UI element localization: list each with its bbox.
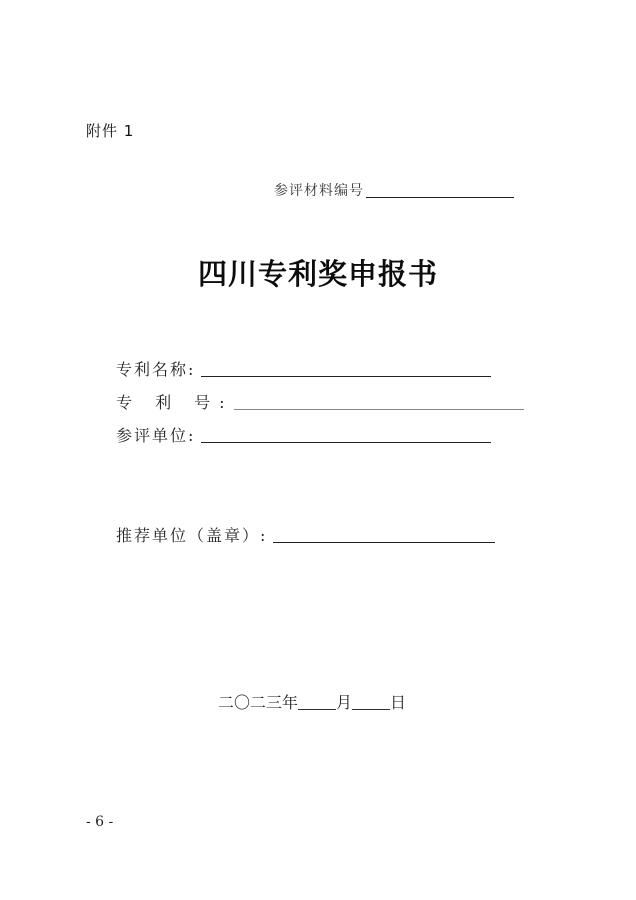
- attachment-label: 附件 1: [86, 122, 135, 140]
- patent-name-blank[interactable]: [201, 376, 491, 377]
- patent-number-label: 专 利 号:: [116, 393, 234, 412]
- recommender-label: 推荐单位（盖章）:: [116, 526, 268, 545]
- patent-number-blank[interactable]: [234, 409, 524, 410]
- month-blank[interactable]: [298, 708, 336, 710]
- serial-number-field: [274, 180, 514, 200]
- date-month-suffix: 月: [336, 693, 353, 712]
- applicant-unit-label: 参评单位:: [116, 426, 196, 445]
- date-year: 二〇二三年: [218, 693, 299, 712]
- patent-name-field: [116, 356, 491, 380]
- day-blank[interactable]: [352, 708, 390, 710]
- page-number: - 6 -: [86, 814, 114, 830]
- date-day-suffix: 日: [390, 693, 407, 712]
- applicant-unit-blank[interactable]: [201, 442, 491, 443]
- patent-number-field: [116, 389, 524, 413]
- applicant-unit-field: [116, 422, 491, 446]
- date-line: [218, 690, 406, 713]
- patent-name-label: 专利名称:: [116, 360, 196, 379]
- document-title: 四川专利奖申报书: [197, 257, 438, 291]
- recommender-blank[interactable]: [273, 542, 495, 543]
- serial-number-label: 参评材料编号: [274, 183, 364, 199]
- serial-number-blank[interactable]: [366, 196, 514, 198]
- recommender-field: [116, 522, 495, 546]
